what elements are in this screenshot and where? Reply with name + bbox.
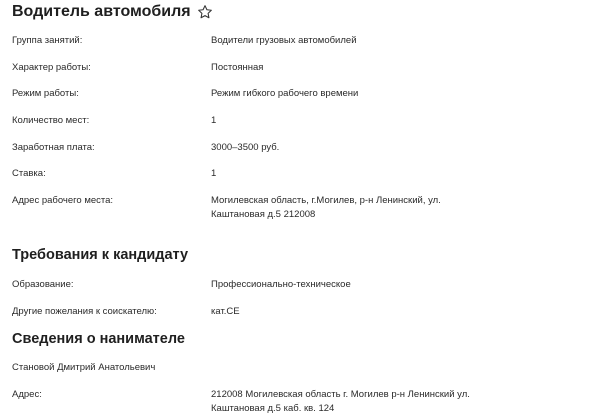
requirement-value: кат.CE [211, 306, 240, 317]
requirement-value: Профессионально-техническое [211, 279, 351, 290]
detail-value [211, 194, 571, 222]
detail-label: Заработная плата: [12, 142, 95, 153]
detail-value: 1 [211, 168, 217, 179]
detail-label: Режим работы: [12, 88, 79, 99]
employer-address-value [211, 388, 571, 416]
section-title-employer: Сведения о нанимателе [12, 331, 185, 347]
detail-label: Характер работы: [12, 62, 91, 73]
detail-label: Ставка: [12, 168, 46, 179]
section-title-requirements: Требования к кандидату [12, 247, 189, 263]
employer-address-line-1: 212008 Могилевская область г. Могилев р-н Ленинский ул. [211, 389, 470, 400]
detail-value: Водители грузовых автомобилей [211, 35, 357, 46]
star-outline-icon[interactable] [197, 4, 213, 20]
detail-value: 1 [211, 115, 217, 126]
employer-address-label: Адрес: [12, 389, 42, 400]
title-row [12, 2, 213, 22]
address-line-1: Могилевская область, г.Могилев, р-н Ленинский, ул. [211, 195, 441, 206]
detail-value: 3000–3500 руб. [211, 142, 280, 153]
page-title: Водитель автомобиля [12, 3, 191, 20]
detail-value: Режим гибкого рабочего времени [211, 88, 359, 99]
detail-label: Количество мест: [12, 115, 90, 126]
detail-label: Адрес рабочего места: [12, 195, 114, 206]
requirement-label: Другие пожелания к соискателю: [12, 306, 157, 317]
employer-address-line-2: Каштановая д.5 каб. кв. 124 [211, 403, 335, 414]
detail-label: Группа занятий: [12, 35, 83, 46]
address-line-2: Каштановая д.5 212008 [211, 209, 316, 220]
employer-contact-name: Становой Дмитрий Анатольевич [12, 362, 156, 373]
star-outline-icon-graphic [197, 4, 213, 20]
detail-value: Постоянная [211, 62, 264, 73]
requirement-label: Образование: [12, 279, 74, 290]
